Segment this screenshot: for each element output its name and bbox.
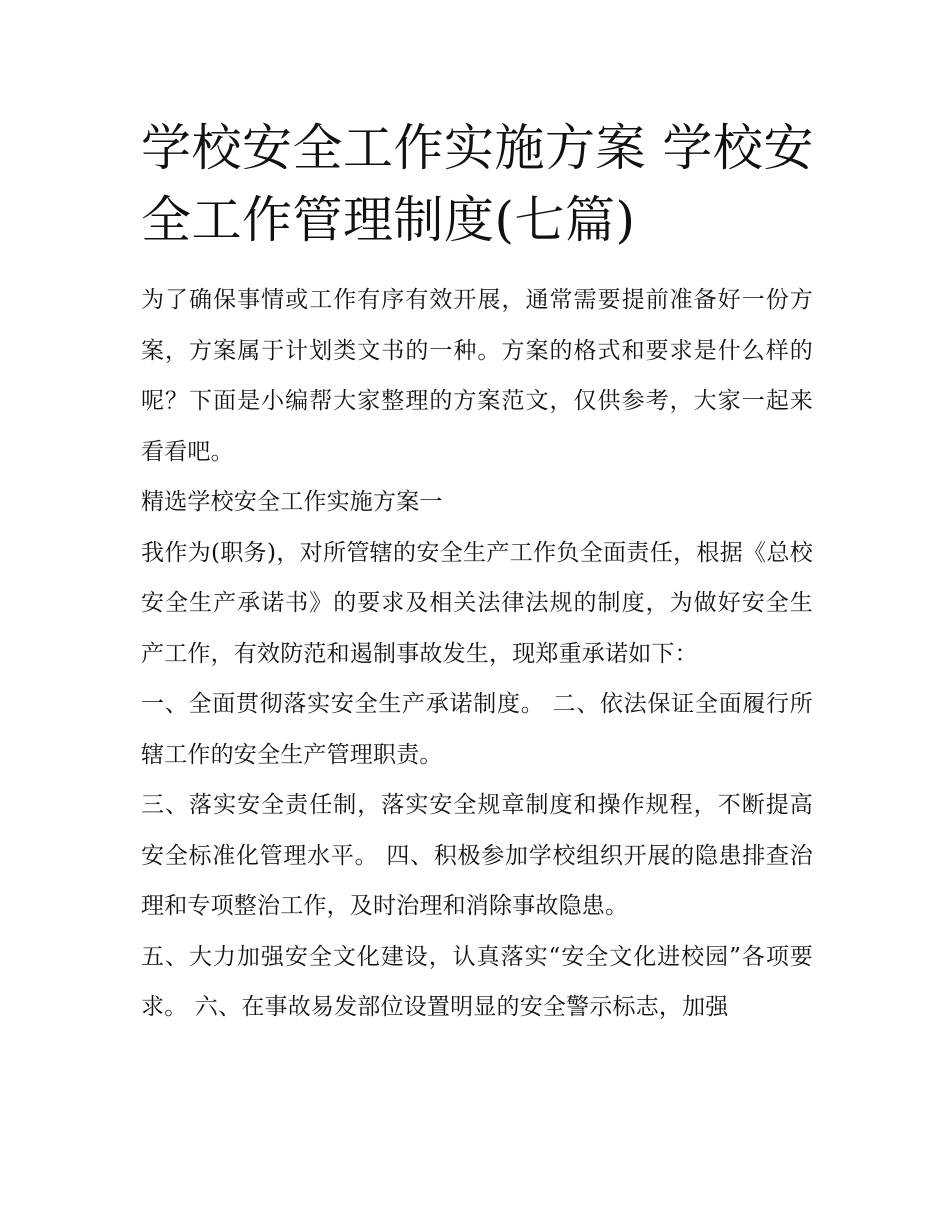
intro-paragraph: 为了确保事情或工作有序有效开展，通常需要提前准备好一份方案，方案属于计划类文书的一种。方案的格式和要求是什么样的呢？下面是小编帮大家整理的方案范文，仅供参考，大家一起来看看吧。 xyxy=(141,287,813,465)
commitment-paragraph: 我作为(职务)，对所管辖的安全生产工作负全面责任，根据《总校安全生产承诺书》的要求及相关法律法规的制度，为做好安全生产工作，有效防范和遏制事故发生，现郑重承诺如下： xyxy=(141,539,813,667)
document-title: 学校安全工作实施方案 学校安全工作管理制度(七篇) xyxy=(141,119,814,249)
list-paragraph-3-4: 三、落实安全责任制，落实安全规章制度和操作规程，不断提高安全标准化管理水平。 四、积极参加学校组织开展的隐患排查治理和专项整治工作，及时治理和消除事故隐患。 xyxy=(141,792,813,919)
list-paragraph-1-2: 一、全面贯彻落实安全生产承诺制度。 二、依法保证全面履行所辖工作的安全生产管理职责。 xyxy=(141,691,813,768)
document-body xyxy=(141,275,813,1033)
section-heading: 精选学校安全工作实施方案一 xyxy=(141,489,443,515)
list-paragraph-5-6: 五、大力加强安全文化建设，认真落实“安全文化进校园”各项要求。 六、在事故易发部位设置明显的安全警示标志，加强 xyxy=(141,943,813,1020)
